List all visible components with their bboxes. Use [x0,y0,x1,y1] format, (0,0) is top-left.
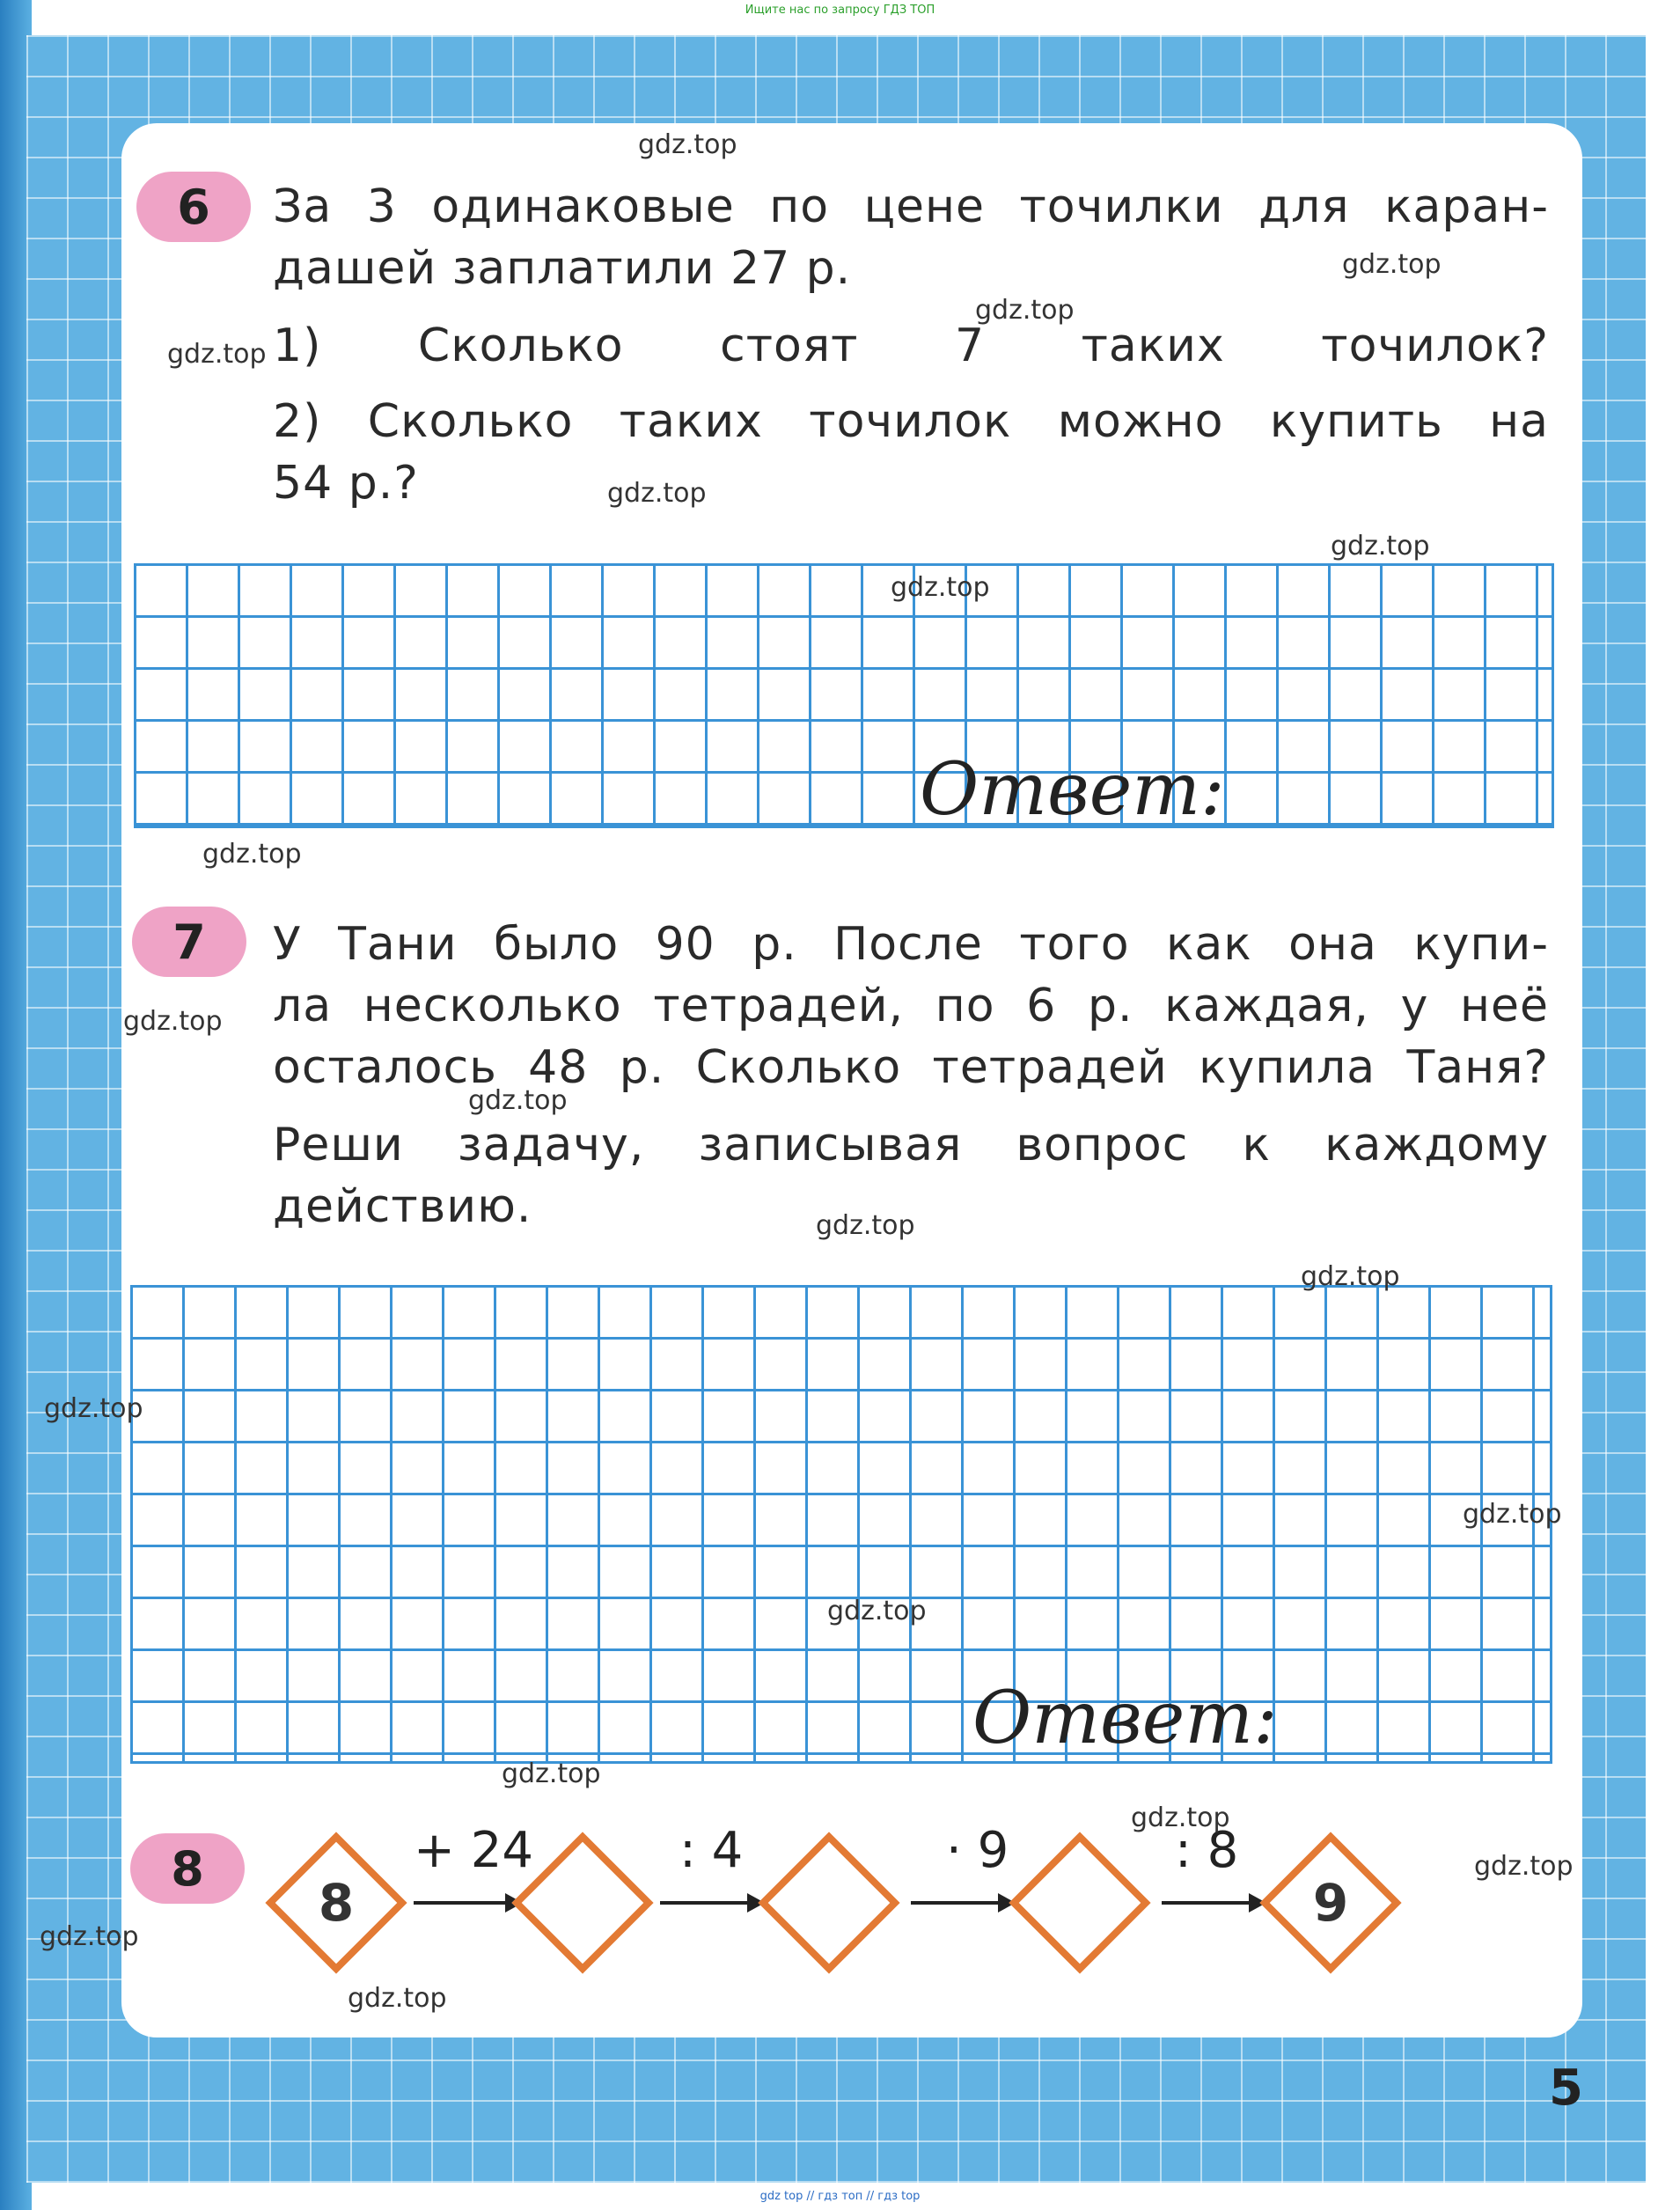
task-6-text [273,176,1549,514]
arrow-4 [1162,1901,1263,1905]
task-7-answer-label: Ответ: [972,1677,1278,1760]
watermark: gdz.top [167,339,267,370]
watermark: gdz.top [891,572,990,603]
task-6-line-4: 2) Сколько таких точилок можно купить на [273,395,1549,448]
operation-2: : 4 [679,1822,744,1879]
watermark: gdz.top [123,1006,223,1037]
task-7-line-5: действию. [273,1180,532,1233]
task-6-answer-label: Ответ: [920,748,1225,832]
watermark: gdz.top [975,295,1075,326]
task-7-line-4: Реши задачу, записывая вопрос к каждому [273,1119,1549,1171]
watermark: gdz.top [1342,249,1442,280]
task-6-line-5: 54 р.? [273,457,419,510]
footer-note: gdz top // гдз топ // гдз top [759,2190,921,2203]
watermark: gdz.top [44,1393,143,1424]
watermark: gdz.top [348,1983,447,2014]
task-6-line-3: 1) Сколько стоят 7 таких точилок? [273,319,1549,372]
task-7-number: 7 [132,907,246,977]
arrow-3 [911,1901,1012,1905]
operation-4: : 8 [1175,1822,1239,1879]
arrow-2 [660,1901,761,1905]
page-number: 5 [1549,2059,1583,2117]
watermark: gdz.top [1331,531,1430,562]
watermark: gdz.top [816,1210,915,1241]
task-6-line-2: дашей заплатили 27 р. [273,242,852,295]
task-6-number: 6 [136,172,251,242]
task-7-answer-grid[interactable] [130,1285,1552,1764]
watermark: gdz.top [607,478,707,509]
watermark: gdz.top [1131,1803,1230,1833]
diamond-end-value: 9 [1312,1873,1349,1933]
task-7-line-3: осталось 48 р. Сколько тетрадей купила Таня? [273,1041,1549,1094]
operation-3: · 9 [946,1822,1009,1879]
watermark: gdz.top [1474,1851,1574,1882]
arrow-1 [414,1901,519,1905]
watermark: gdz.top [202,839,302,870]
task-7-line-1: У Тани было 90 р. После того как она купи- [273,918,1549,971]
diamond-start-value: 8 [318,1873,355,1933]
task-7-line-2: ла несколько тетрадей, по 6 р. каждая, у неё [273,980,1549,1032]
task-8-number: 8 [130,1833,245,1904]
watermark: gdz.top [502,1758,601,1789]
watermark: gdz.top [1301,1261,1400,1292]
watermark: gdz.top [1463,1499,1562,1530]
task-7-text [273,914,1549,1237]
watermark: gdz.top [638,129,737,160]
header-note: Ищите нас по запросу ГДЗ ТОП [745,4,935,17]
operation-1: + 24 [414,1822,533,1879]
task-6-answer-grid[interactable] [134,563,1554,828]
watermark: gdz.top [40,1921,139,1952]
watermark: gdz.top [468,1085,568,1116]
watermark: gdz.top [827,1596,927,1626]
task-6-line-1: За 3 одинаковые по цене точилки для каран- [273,180,1549,233]
